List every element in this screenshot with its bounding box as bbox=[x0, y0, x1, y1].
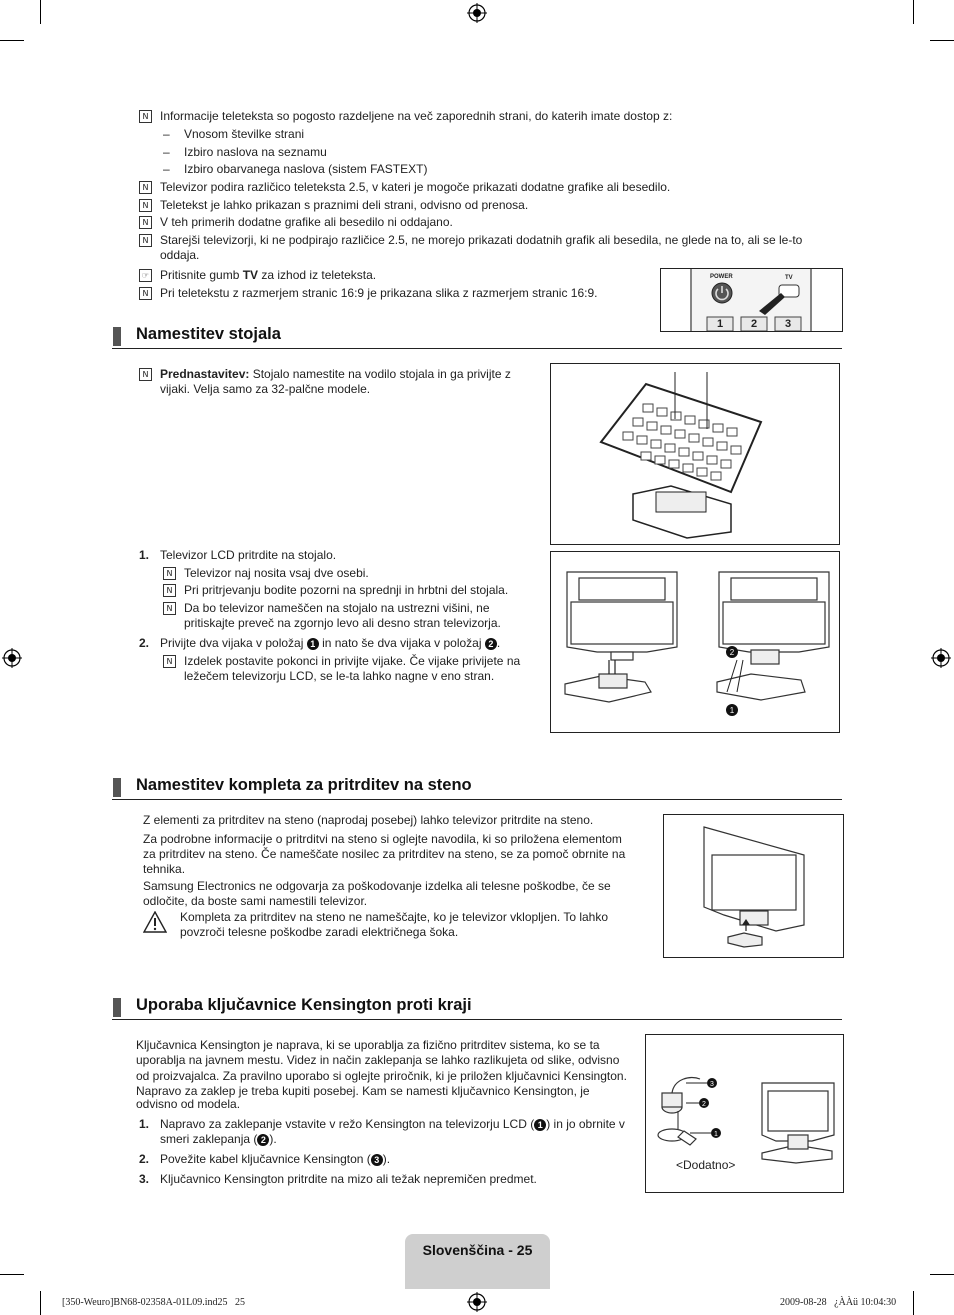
warning-text: Kompleta za pritrditev na steno ne nameščajte, ko je televizor vklopljen. To lahko bbox=[180, 910, 609, 924]
crop-mark bbox=[0, 40, 24, 41]
remote-illustration bbox=[660, 268, 843, 332]
step-text: Televizor LCD pritrdite na stojalo. bbox=[160, 548, 337, 562]
note-text: Pri pritrjevanju bodite pozorni na sprednji in hrbtni del stojala. bbox=[184, 583, 509, 597]
callout-3-icon: 3 bbox=[371, 1154, 383, 1166]
paragraph: odločite, da boste sami namestili televizor. bbox=[143, 894, 368, 908]
crop-mark bbox=[40, 1291, 41, 1315]
file-slug: [350-Weuro]BN68-02358A-01L09.ind25 25 bbox=[62, 1297, 246, 1308]
registration-mark-icon bbox=[467, 3, 487, 23]
remote-power-label: POWER bbox=[710, 274, 733, 280]
registration-mark-icon bbox=[2, 648, 22, 668]
note-icon: N bbox=[139, 199, 152, 212]
warning-icon bbox=[143, 911, 167, 933]
note-text: Televizor podira različico teleteksta 2.5, v kateri je mogoče prikazati dodatne grafike ali besedilo. bbox=[160, 180, 671, 194]
kensington-illustration bbox=[645, 1034, 844, 1193]
dash-item-text: Izbiro naslova na seznamu bbox=[184, 145, 327, 159]
warning-text: povzroči telesne poškodbe zaradi električnega šoka. bbox=[180, 925, 459, 939]
note-icon: N bbox=[139, 110, 152, 123]
stand-mount-illustration bbox=[550, 551, 840, 733]
svg-text:2: 2 bbox=[729, 648, 735, 657]
crop-mark bbox=[930, 40, 954, 41]
note-icon: N bbox=[163, 584, 176, 597]
note-text: oddaja. bbox=[160, 248, 200, 262]
paragraph: Samsung Electronics ne odgovarja za poškodovanje izdelka ali telesne poškodbe, če se bbox=[143, 879, 611, 893]
step-number: 1. bbox=[139, 548, 150, 562]
step-number: 1. bbox=[139, 1117, 150, 1131]
step-text: Povežite kabel ključavnice Kensington ( 3 ). bbox=[160, 1152, 391, 1166]
note-icon: N bbox=[139, 234, 152, 247]
page-number: Slovenščina - 25 bbox=[422, 1242, 533, 1258]
crop-mark bbox=[913, 0, 914, 24]
crop-mark bbox=[930, 1274, 954, 1275]
section-rule bbox=[112, 348, 842, 349]
hand-icon: ☞ bbox=[139, 269, 152, 282]
figure-caption: <Dodatno> bbox=[676, 1158, 736, 1172]
heading-marker bbox=[113, 778, 121, 797]
note-text: ležečem televizorju LCD, se le-ta lahko nagne v eno stran. bbox=[184, 669, 495, 683]
paragraph: od proizvajalca. Za pravilno uporabo si oglejte priročnik, ki je priložen ključavnici Kensington. bbox=[136, 1069, 627, 1083]
note-text: Da bo televizor nameščen na stojalo na ustrezni višini, ne bbox=[184, 601, 490, 615]
note-icon: N bbox=[163, 567, 176, 580]
note-text: Informacije teleteksta so pogosto razdeljene na več zaporednih strani, do katerih imate dostop z: bbox=[160, 109, 673, 123]
paragraph: Ključavnica Kensington je naprava, ki se uporablja za fizično pritrditev sistema, ko se ta bbox=[136, 1038, 600, 1052]
callout-2-icon: 2 bbox=[257, 1134, 269, 1146]
section-heading: Uporaba ključavnice Kensington proti kraji bbox=[136, 996, 472, 1014]
dash-item-text: Vnosom številke strani bbox=[184, 127, 305, 141]
registration-mark-icon bbox=[931, 648, 951, 668]
section-heading: Namestitev kompleta za pritrditev na steno bbox=[136, 776, 472, 794]
callout-2-icon: 2 bbox=[485, 638, 497, 650]
note-text: V teh primerih dodatne grafike ali besedilo ni oddajano. bbox=[160, 215, 453, 229]
note-text: Starejši televizorji, ki ne podpirajo različice 2.5, ne morejo prikazati dodatnih grafik ali besedila, ne glede na to, ali se le-to bbox=[160, 233, 803, 247]
paragraph: Napravo za zaklep je treba kupiti posebej. Kam se namesti ključavnico Kensington, je bbox=[136, 1084, 590, 1098]
note-icon: N bbox=[163, 602, 176, 615]
svg-text:2: 2 bbox=[702, 1101, 706, 1108]
paragraph: tehnika. bbox=[143, 862, 186, 876]
step-text: smeri zaklepanja ( 2 ). bbox=[160, 1132, 277, 1146]
callout-1-icon: 1 bbox=[534, 1119, 546, 1131]
step-number: 3. bbox=[139, 1172, 150, 1186]
step-text: Napravo za zaklepanje vstavite v režo Kensington na televizorju LCD ( 1 ) in jo obrnite v bbox=[160, 1117, 625, 1131]
stand-guide-illustration bbox=[550, 363, 840, 545]
paragraph: Z elementi za pritrditev na steno (naprodaj posebej) lahko televizor pritrdite na steno. bbox=[143, 813, 594, 827]
dash-item: – bbox=[163, 127, 170, 141]
note-text: pritiskajte preveč na zgornjo levo ali desno stran televizorja. bbox=[184, 616, 501, 630]
callout-1-icon: 1 bbox=[307, 638, 319, 650]
crop-mark bbox=[40, 0, 41, 24]
section-rule bbox=[112, 1019, 842, 1020]
dash-item-text: Izbiro obarvanega naslova (sistem FASTEXT) bbox=[184, 162, 428, 176]
note-text: Izdelek postavite pokonci in privijte vijake. Če vijake privijete na bbox=[184, 654, 521, 668]
note-text: Prednastavitev: Stojalo namestite na vodilo stojala in ga privijte z bbox=[160, 367, 511, 381]
heading-marker bbox=[113, 327, 121, 346]
note-icon: N bbox=[139, 181, 152, 194]
note-text: Teletekst je lahko prikazan s praznimi deli strani, odvisno od prenosa. bbox=[160, 198, 529, 212]
svg-text:1: 1 bbox=[729, 706, 735, 715]
remote-key-1: 1 bbox=[717, 318, 724, 330]
dash-item: – bbox=[163, 145, 170, 159]
note-icon: N bbox=[139, 368, 152, 381]
note-icon: N bbox=[163, 655, 176, 668]
print-date: 2009-08-28 ¿ÀÀü 10:04:30 bbox=[780, 1297, 897, 1308]
note-icon: N bbox=[139, 287, 152, 300]
note-text: vijaki. Velja samo za 32-palčne modele. bbox=[160, 382, 371, 396]
section-heading: Namestitev stojala bbox=[136, 325, 281, 343]
note-text: Pritisnite gumb TV za izhod iz teleteksta. bbox=[160, 268, 377, 282]
paragraph: Za podrobne informacije o pritrditvi na steno si oglejte navodila, ki so priložena elementom bbox=[143, 832, 622, 846]
remote-tv-label: TV bbox=[785, 275, 793, 281]
note-icon: N bbox=[139, 216, 152, 229]
svg-text:3: 3 bbox=[710, 1081, 714, 1088]
wall-mount-illustration bbox=[663, 814, 844, 958]
section-rule bbox=[112, 799, 842, 800]
paragraph: za pritrditev na steno. Če nameščate nosilec za pritrditev na steno, se za pomoč obrnite na bbox=[143, 847, 626, 861]
heading-marker bbox=[113, 998, 121, 1017]
note-text: Televizor naj nosita vsaj dve osebi. bbox=[184, 566, 369, 580]
dash-item: – bbox=[163, 162, 170, 176]
svg-text:1: 1 bbox=[714, 1131, 718, 1138]
registration-mark-icon bbox=[467, 1292, 487, 1312]
step-text: Privijte dva vijaka v položaj 1 in nato še dva vijaka v položaj 2 . bbox=[160, 636, 501, 650]
step-number: 2. bbox=[139, 1152, 150, 1166]
step-number: 2. bbox=[139, 636, 150, 650]
remote-key-2: 2 bbox=[751, 318, 758, 330]
note-text: Pri teletekstu z razmerjem stranic 16:9 je prikazana slika z razmerjem stranic 16:9. bbox=[160, 286, 598, 300]
remote-key-3: 3 bbox=[785, 318, 792, 330]
step-text: Ključavnico Kensington pritrdite na mizo ali težak nepremičen predmet. bbox=[160, 1172, 537, 1186]
crop-mark bbox=[0, 1274, 24, 1275]
crop-mark bbox=[913, 1291, 914, 1315]
paragraph: odvisno od modela. bbox=[136, 1097, 241, 1111]
paragraph: uporablja na javnem mestu. Videz in način zaklepanja se lahko razlikujeta od slike, odvisno bbox=[136, 1053, 620, 1067]
